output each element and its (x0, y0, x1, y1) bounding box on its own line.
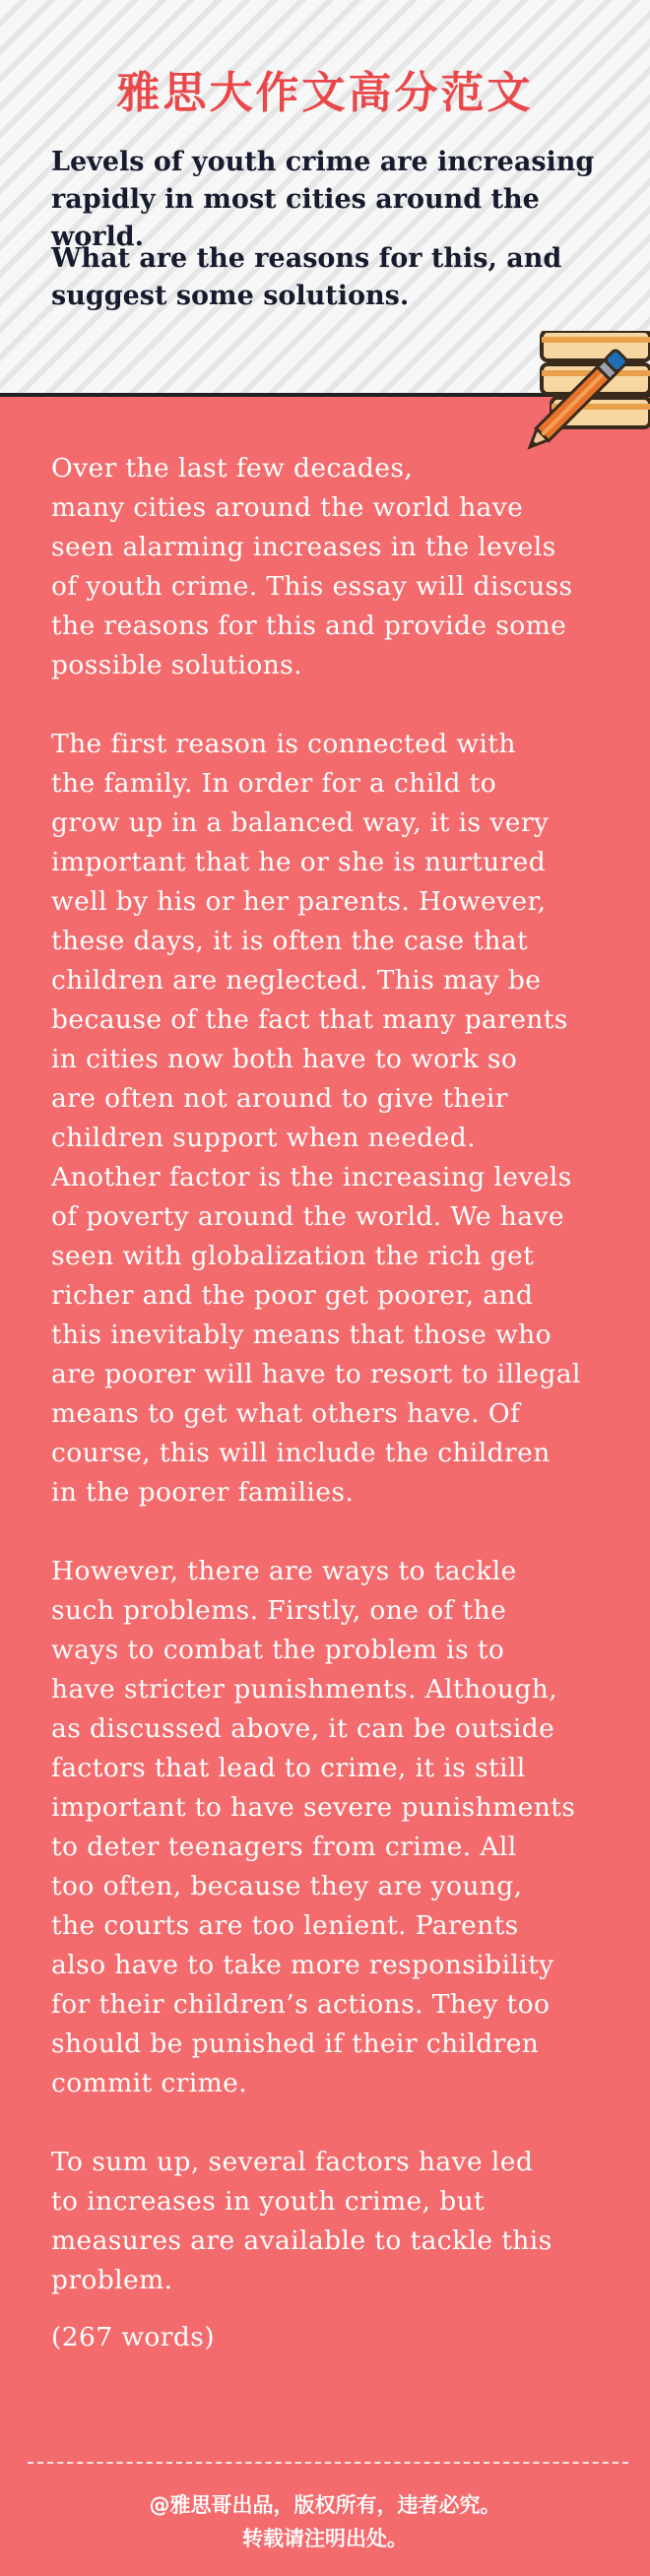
essay-prompt-statement: Levels of youth crime are increasing rapidly in most cities around the world. (51, 147, 595, 252)
footer-divider (28, 2462, 628, 2464)
essay-prompt-question: What are the reasons for this, and suggest some solutions. (51, 243, 562, 311)
word-count: (267 words) (51, 2322, 215, 2352)
essay-paragraph-solutions: However, there are ways to tackle such problems. Firstly, one of the ways to combat the problem is to have stricter punishments. Although, as discussed above, it can be outside factors that lead to crime, it is still important to have severe punishments to deter teenagers from crime. All too often, because they are young, the courts are too lenient. Parents also have to take more responsibility for their children’s actions. They too should be punished if their children commit crime. (51, 1556, 576, 2098)
essay-paragraph-reasons: The first reason is connected with the family. In order for a child to grow up in a balanced way, it is very important that he or she is nurtured well by his or her parents. However, these days, it is often the case that children are neglected. This may be because of the fact that many parents in cities now both have to work so are often not around to give their children support when needed. Another factor is the increasing levels of poverty around the world. We have seen with globalization the rich get richer and the poor get poorer, and this inevitably means that those who are poorer will have to resort to illegal means to get what others have. Of course, this will include the children in the poorer families. (51, 729, 581, 1508)
essay-paragraph-conclusion: To sum up, several factors have led to increases in youth crime, but measures are available to tackle this problem. (51, 2147, 552, 2295)
copyright-notice: @雅思哥出品，版权所有，违者必究。 (149, 2493, 501, 2517)
books-pencil-icon (512, 331, 650, 469)
repost-notice: 转载请注明出处。 (242, 2527, 408, 2550)
essay-paragraph-intro: Over the last few decades, many cities around the world have seen alarming increases in the levels of youth crime. This essay will discuss the reasons for this and provide some possible solutions. (51, 453, 573, 680)
footer (0, 2488, 650, 2555)
essay-body (51, 449, 613, 2397)
page-title: 雅思大作文高分范文 (116, 68, 534, 118)
